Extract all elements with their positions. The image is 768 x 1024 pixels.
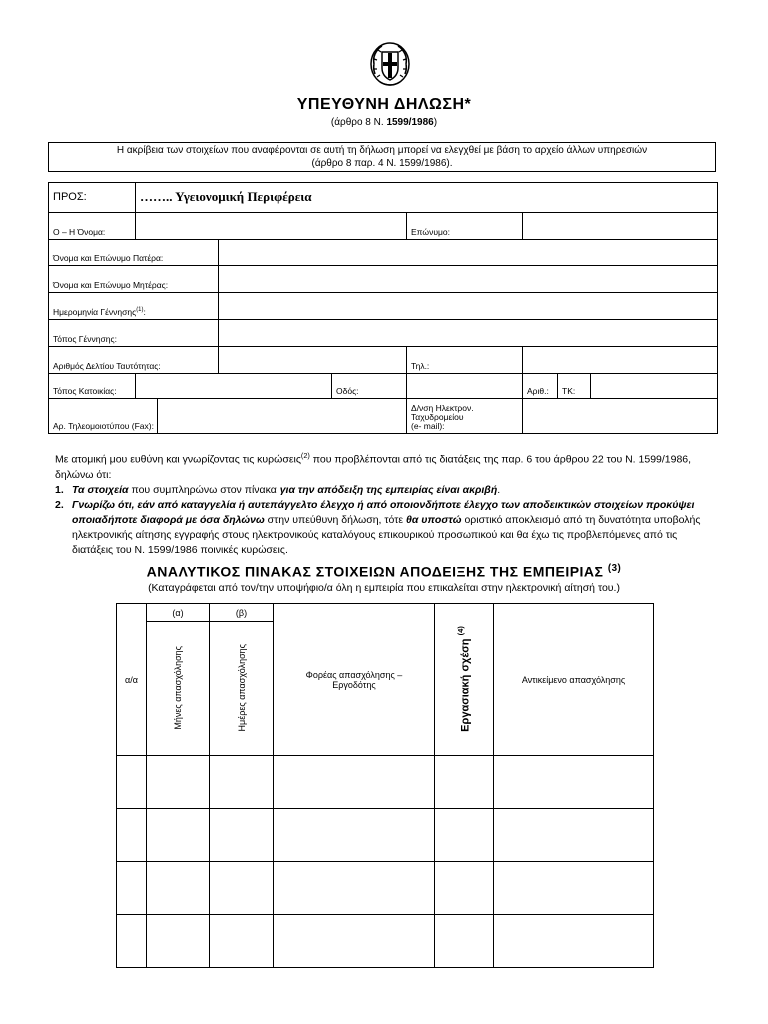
table-cell[interactable]: [210, 862, 274, 915]
table-cell[interactable]: [147, 915, 210, 968]
document-title: ΥΠΕΥΘΥΝΗ ΔΗΛΩΣΗ*: [296, 96, 472, 113]
table-cell[interactable]: [210, 915, 274, 968]
greek-emblem-icon: [368, 38, 412, 92]
table-cell[interactable]: [435, 915, 494, 968]
table-cell[interactable]: [494, 862, 654, 915]
number-label: Αριθ.:: [523, 374, 558, 399]
fax-field[interactable]: [158, 399, 407, 434]
col-aa-header: α/α: [117, 604, 147, 756]
email-field[interactable]: [523, 399, 718, 434]
residence-label: Τόπος Κατοικίας:: [49, 374, 136, 399]
item-1-c: για την απόδειξη της εμπειρίας είναι ακριβή: [279, 483, 498, 496]
subtitle-prefix: (άρθρο 8 Ν.: [330, 117, 387, 128]
employer-header-line-2: Εργοδότης: [332, 679, 376, 690]
table-cell[interactable]: [117, 915, 147, 968]
item-2-a: Γνωρίζω ότι, εάν από καταγγελία ή αυτεπάγγελτο έλεγχο ή από οποιονδήποτε έλεγχο των αποδεικτικών στοιχείων προκύψει οποιαδήποτε διαφορά με όσα δηλώνω: [72, 498, 695, 526]
father-field[interactable]: [219, 240, 718, 266]
table-row: [117, 809, 654, 862]
col-months-header: [147, 622, 210, 756]
table-cell[interactable]: [274, 809, 435, 862]
section-title: [0, 563, 768, 580]
postal-field[interactable]: [591, 374, 718, 399]
item-2-b: στην υπεύθυνη δήλωση, τότε: [264, 513, 406, 526]
pros-value[interactable]: …….. Υγειονομική Περιφέρεια: [136, 183, 718, 213]
mother-field[interactable]: [219, 266, 718, 293]
item-2-d: οριστικό αποκλεισμό από τη δυνατότητα υποβολής ηλεκτρονικής αίτησης εγγραφής στους ηλεκτρονικούς καταλόγους επικουρικού προσωπικού και θα έχω τις προβλεπόμενες από τις διατάξεις του Ν. 1599/1986 ποινικές κυρώσεις.: [72, 513, 701, 556]
table-cell[interactable]: [274, 862, 435, 915]
item-1-d: .: [497, 483, 501, 496]
phone-label: Τηλ.:: [407, 347, 523, 374]
pros-label: ΠΡΟΣ:: [49, 183, 136, 213]
table-cell[interactable]: [494, 809, 654, 862]
table-cell[interactable]: [435, 862, 494, 915]
birthplace-field[interactable]: [219, 320, 718, 347]
item-2-number: 2.: [55, 498, 64, 511]
father-label: Όνομα και Επώνυμο Πατέρα:: [49, 240, 219, 266]
birthdate-label-text: Ημερομηνία Γέννησης: [53, 307, 137, 317]
email-label-line-1: Δ/νση Ηλεκτρον.: [411, 403, 474, 413]
birthdate-field[interactable]: [219, 293, 718, 320]
street-label: Οδός:: [332, 374, 407, 399]
mother-label: Όνομα και Επώνυμο Μητέρας:: [49, 266, 219, 293]
table-cell[interactable]: [494, 756, 654, 809]
experience-table: [116, 603, 654, 968]
item-1-a: Τα στοιχεία: [72, 483, 129, 496]
email-label-line-3: (e- mail):: [411, 421, 445, 431]
subtitle-law: 1599/1986: [386, 117, 434, 128]
street-field[interactable]: [407, 374, 523, 399]
postal-label: ΤΚ:: [558, 374, 591, 399]
name-label: Ο – Η Όνομα:: [49, 213, 136, 240]
table-cell[interactable]: [147, 756, 210, 809]
table-cell[interactable]: [494, 915, 654, 968]
note-line-2: (άρθρο 8 παρ. 4 Ν. 1599/1986).: [311, 158, 453, 169]
table-cell[interactable]: [147, 862, 210, 915]
relation-header-label: Εργασιακή σχέση: [459, 635, 472, 732]
birthdate-sup: (1): [136, 307, 144, 314]
days-header-text: Ημέρες απασχόλησης: [236, 643, 247, 732]
table-row: [117, 756, 654, 809]
employer-header-line-1: Φορέας απασχόλησης –: [305, 669, 403, 680]
col-b-mark: (β): [210, 604, 274, 622]
table-cell[interactable]: [147, 809, 210, 862]
col-employer-header: [274, 604, 435, 756]
table-cell[interactable]: [435, 809, 494, 862]
birthplace-label: Τόπος Γέννησης:: [49, 320, 219, 347]
declaration-item-1: [55, 483, 721, 498]
relation-header-sup: (4): [456, 625, 466, 635]
declaration-text: [55, 448, 721, 558]
intro-text-1: Με ατομική μου ευθύνη και γνωρίζοντας τις κυρώσεις: [55, 453, 301, 466]
table-cell[interactable]: [117, 756, 147, 809]
table-cell[interactable]: [117, 809, 147, 862]
col-a-mark: (α): [147, 604, 210, 622]
section-subtitle: (Καταγράφεται από τον/την υποψήφιο/α όλη η εμπειρία που επικαλείται στην ηλεκτρονική αίτησή του.): [148, 582, 620, 594]
item-1-b: που συμπληρώνω στον πίνακα: [128, 483, 280, 496]
table-cell[interactable]: [210, 809, 274, 862]
declaration-intro: [55, 448, 721, 483]
subtitle-suffix: ): [433, 117, 438, 128]
fax-label: Αρ. Τηλεομοιοτύπου (Fax):: [49, 399, 158, 434]
section-title-sup: (3): [607, 563, 622, 574]
col-relation-header: [435, 604, 494, 756]
col-object-header: Αντικείμενο απασχόλησης: [494, 604, 654, 756]
name-field[interactable]: [136, 213, 407, 240]
intro-sup: (2): [300, 451, 310, 460]
id-label: Αριθμός Δελτίου Ταυτότητας:: [49, 347, 219, 374]
table-cell[interactable]: [435, 756, 494, 809]
relation-header-text: [456, 626, 472, 732]
months-header-text: Μήνες απασχόλησης: [173, 645, 183, 730]
declaration-item-2: [55, 498, 721, 558]
intro-text-2: που προβλέπονται από τις διατάξεις της παρ. 6 του άρθρου 22 του Ν. 1599/1986, δηλώνω ότι:: [55, 453, 692, 481]
personal-details-form: [48, 182, 718, 434]
table-cell[interactable]: [274, 756, 435, 809]
id-field[interactable]: [219, 347, 407, 374]
birthdate-colon: :: [143, 307, 146, 317]
item-2-c: θα υποστώ: [405, 513, 462, 526]
phone-field[interactable]: [523, 347, 718, 374]
item-1-number: 1.: [55, 483, 64, 496]
table-row: [117, 915, 654, 968]
birthdate-label: [49, 293, 219, 320]
table-cell[interactable]: [117, 862, 147, 915]
document-subtitle: [0, 117, 768, 128]
surname-field[interactable]: [523, 213, 718, 240]
residence-field[interactable]: [136, 374, 332, 399]
table-cell[interactable]: [274, 915, 435, 968]
accuracy-note: [48, 142, 716, 172]
email-label: [407, 399, 523, 434]
section-title-text: ΑΝΑΛΥΤΙΚΟΣ ΠΙΝΑΚΑΣ ΣΤΟΙΧΕΙΩΝ ΑΠΟΔΕΙΞΗΣ ΤΗΣ ΕΜΠΕΙΡΙΑΣ: [146, 563, 608, 580]
table-cell[interactable]: [210, 756, 274, 809]
table-row: [117, 862, 654, 915]
col-days-header: [210, 622, 274, 756]
note-line-1: Η ακρίβεια των στοιχείων που αναφέρονται σε αυτή τη δήλωση μπορεί να ελεγχθεί με βάση το αρχείο άλλων υπηρεσιών: [116, 145, 648, 156]
email-label-line-2: Ταχυδρομείου: [411, 412, 464, 422]
surname-label: Επώνυμο:: [407, 213, 523, 240]
